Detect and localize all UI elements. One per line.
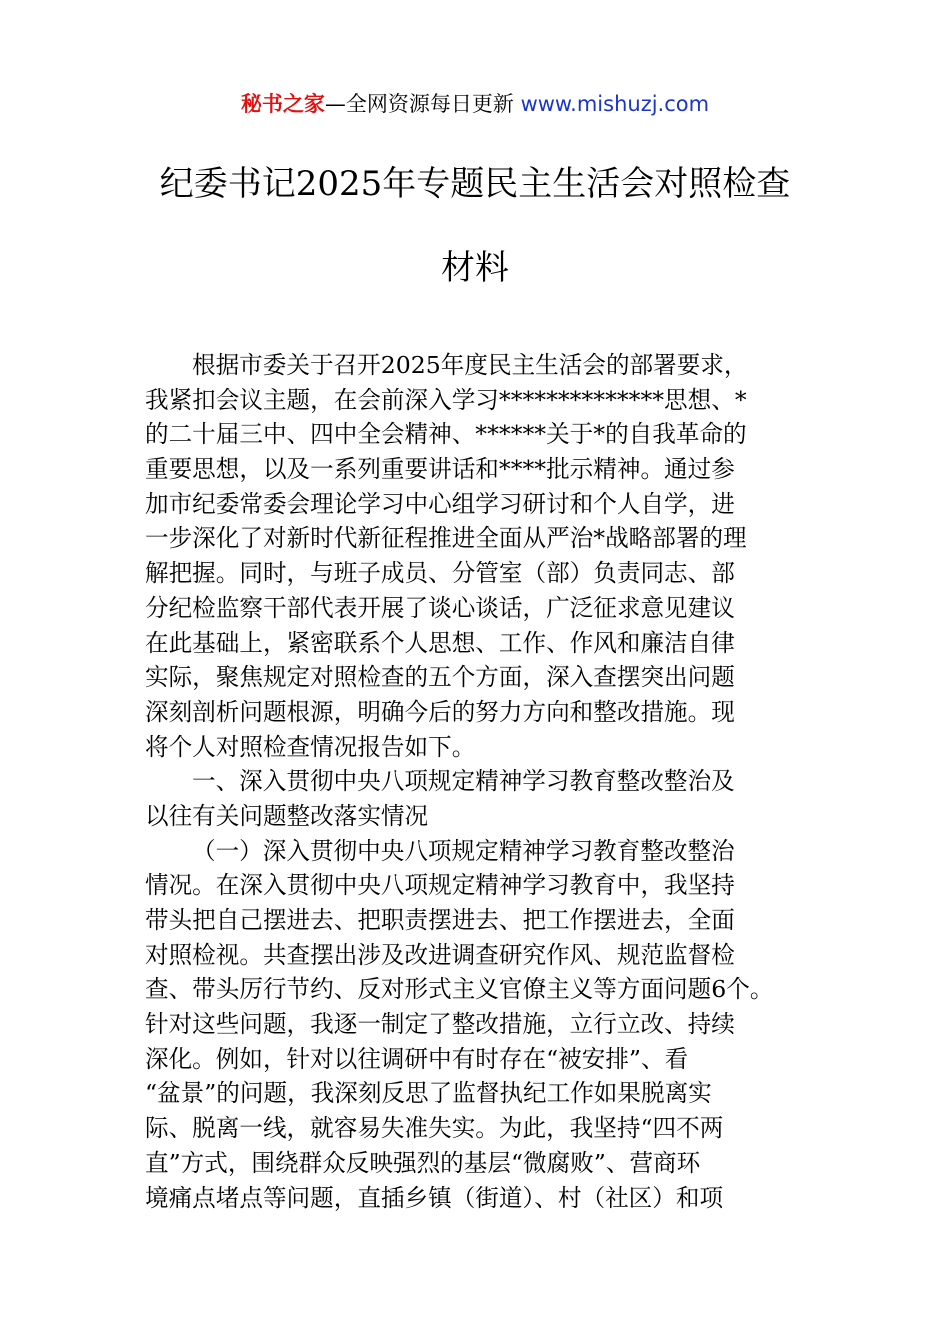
body-line: 情况。在深入贯彻中央八项规定精神学习教育中，我坚持 — [145, 871, 735, 900]
body-line: “盆景”的问题，我深刻反思了监督执纪工作如果脱离实 — [145, 1079, 712, 1108]
body-line: 的二十届三中、四中全会精神、******关于*的自我革命的 — [145, 420, 747, 449]
subsection-line: （一）深入贯彻中央八项规定精神学习教育整改整治 — [192, 836, 735, 865]
body-line: 深刻剖析问题根源，明确今后的努力方向和整改措施。现 — [145, 697, 735, 726]
body-line: 重要思想，以及一系列重要讲话和****批示精神。通过参 — [145, 455, 735, 484]
body-line: 直”方式，围绕群众反映强烈的基层“微腐败”、营商环 — [145, 1148, 701, 1177]
body-line: 一步深化了对新时代新征程推进全面从严治*战略部署的理 — [145, 524, 747, 553]
body-line: 查、带头厉行节约、反对形式主义官僚主义等方面问题6个。 — [145, 975, 774, 1004]
site-tagline: —全网资源每日更新 — [324, 92, 514, 116]
site-brand: 秘书之家 — [240, 92, 325, 116]
body-line: 将个人对照检查情况报告如下。 — [145, 732, 476, 761]
body-line: 际、脱离一线，就容易失准失实。为此，我坚持“四不两 — [145, 1114, 724, 1143]
title-line-1: 纪委书记2025年专题民主生活会对照检查 — [159, 164, 791, 204]
body-line: 针对这些问题，我逐一制定了整改措施，立行立改、持续 — [145, 1010, 735, 1039]
section-heading: 一、深入贯彻中央八项规定精神学习教育整改整治及 — [192, 767, 735, 796]
body-line: 加市纪委常委会理论学习中心组学习研讨和个人自学，进 — [145, 489, 735, 518]
body-line: 根据市委关于召开2025年度民主生活会的部署要求， — [192, 351, 748, 379]
body-line: 对照检视。共查摆出涉及改进调查研究作风、规范监督检 — [145, 940, 735, 969]
body-line: 境痛点堵点等问题，直插乡镇（街道）、村（社区）和项 — [145, 1183, 724, 1212]
section-heading: 以往有关问题整改落实情况 — [145, 801, 429, 830]
body-line: 分纪检监察干部代表开展了谈心谈话，广泛征求意见建议 — [145, 593, 735, 622]
document-title — [100, 156, 850, 296]
body-line: 带头把自己摆进去、把职责摆进去、把工作摆进去，全面 — [145, 906, 735, 934]
title-line-2: 材料 — [441, 248, 509, 288]
site-url-link[interactable]: www.mishuzj.com — [520, 92, 710, 116]
body-line: 深化。例如，针对以往调研中有时存在“被安排”、看 — [145, 1044, 689, 1073]
body-line: 在此基础上，紧密联系个人思想、工作、作风和廉洁自律 — [145, 628, 735, 657]
site-header — [0, 88, 950, 120]
body-line: 解把握。同时，与班子成员、分管室（部）负责同志、部 — [145, 559, 735, 588]
body-line: 我紧扣会议主题，在会前深入学习**************思想、* — [145, 385, 747, 414]
body-line: 实际，聚焦规定对照检查的五个方面，深入查摆突出问题 — [145, 663, 735, 692]
document-body — [145, 348, 815, 1215]
